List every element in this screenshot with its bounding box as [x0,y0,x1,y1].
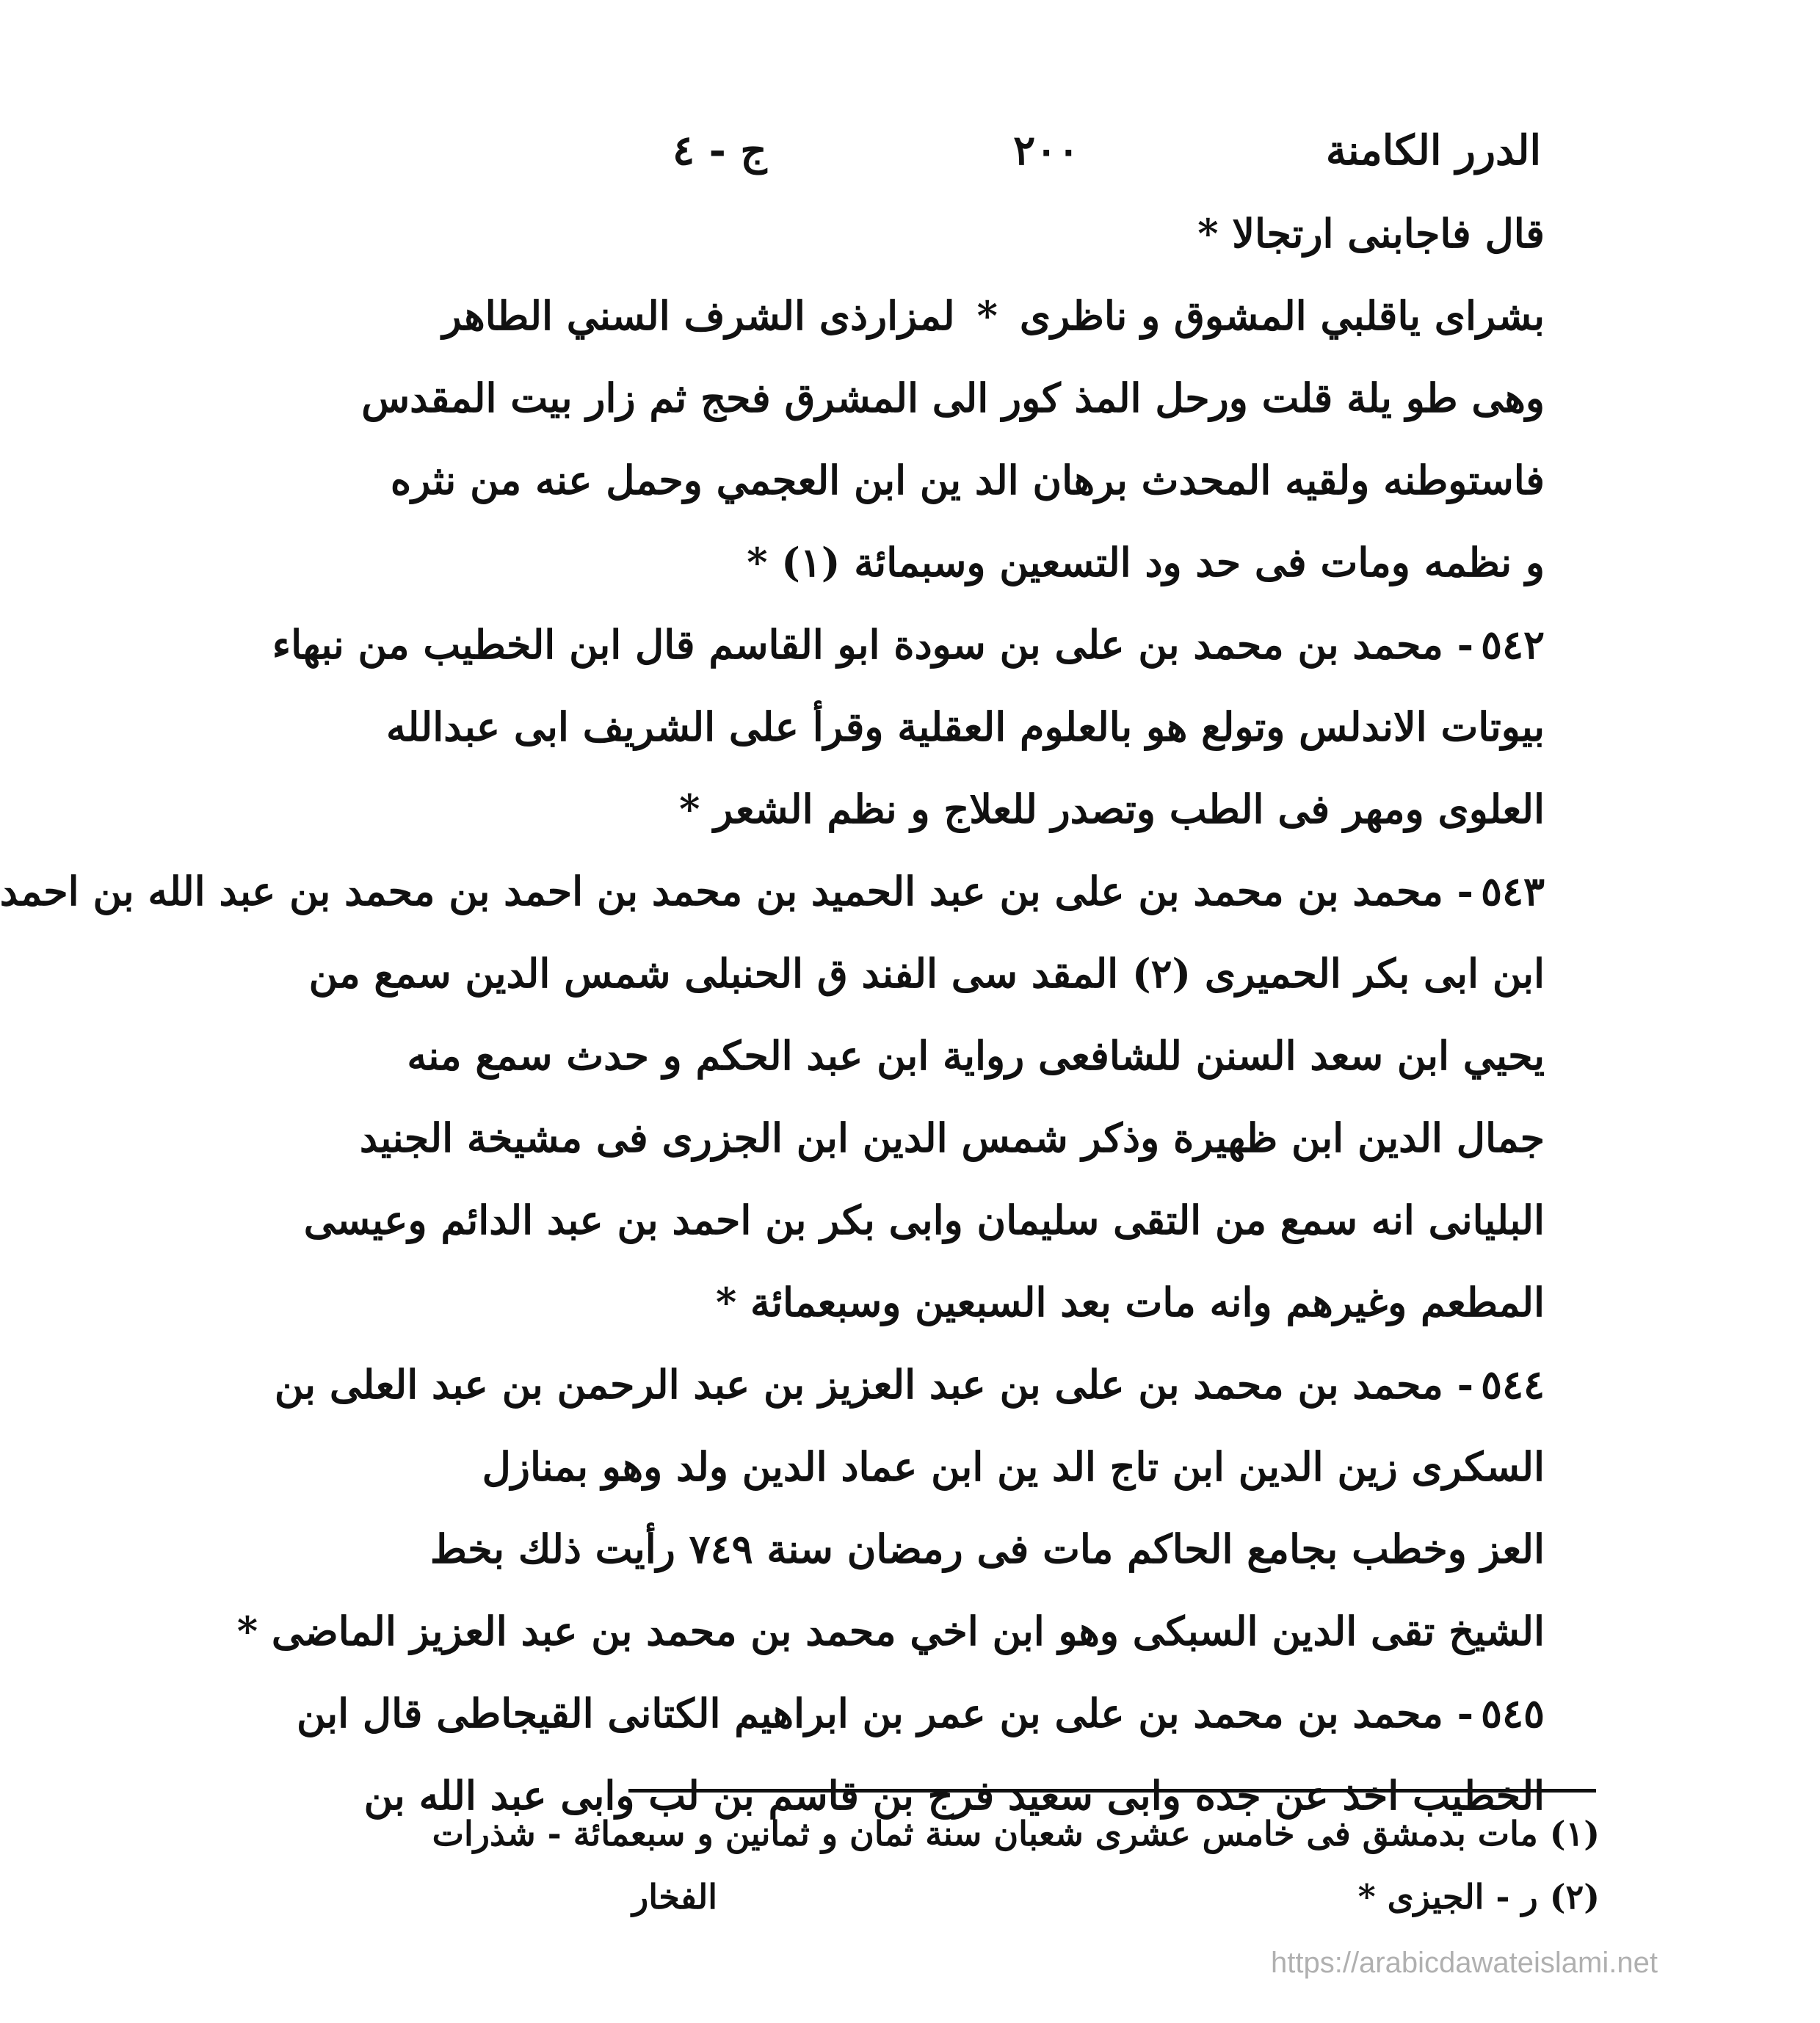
entry-543-line: جمال الدين ابن ظهيرة وذكر شمس الدين ابن الجزرى فى مشيخة الجنيد [359,1114,1545,1161]
entry-542-line: بيوتات الاندلس وتولع هو بالعلوم العقلية وقرأ على الشريف ابى عبدالله [385,703,1545,750]
entry-text: - محمد بن محمد بن على بن عبد الحميد بن محمد بن احمد بن محمد بن عبد الله بن احمد [0,868,1473,915]
footnote-row [632,1865,1600,1928]
intro-line: قال فاجابنى ارتجالا * [1197,210,1545,257]
page-header [672,117,1541,184]
verse-second-hemistich: لمزارذى الشرف السني الطاهر [442,292,955,339]
entry-text: - محمد بن محمد بن على بن عمر بن ابراهيم الكتانى القيجاطى قال ابن [296,1690,1473,1737]
footnotes [432,1802,1600,1928]
page-number: ٢٠٠ [1013,126,1080,175]
entry-543-line: البليانى انه سمع من التقى سليمان وابى بكر بن احمد بن عبد الدائم وعيسى [303,1196,1545,1243]
entry-542-line [272,603,1545,686]
entry-544-line [274,1343,1545,1425]
entry-543-line: يحيي ابن سعد السنن للشافعى رواية ابن عبد الحكم و حدث سمع منه [407,1032,1545,1079]
book-title: الدرر الكامنة [1325,126,1541,175]
entry-number: ٥٤٢ [1480,621,1545,668]
entry-545-line [296,1672,1545,1754]
text-line: فاستوطنه ولقيه المحدث برهان الد ين ابن العجمي وحمل عنه من نثره [390,457,1545,504]
entry-text: - محمد بن محمد بن على بن سودة ابو القاسم قال ابن الخطيب من نبهاء [272,621,1473,668]
entry-number: ٥٤٣ [1480,868,1545,915]
entry-543-line: ابن ابى بكر الحميرى (٢) المقد سى الفند ق الحنبلى شمس الدين سمع من [308,950,1545,997]
entry-544-line: السكرى زين الدين ابن تاج الد ين ابن عماد الدين ولد وهو بمنازل [482,1443,1545,1490]
footnote-divider [628,1789,1596,1793]
verse-first-hemistich: بشراى ياقلبي المشوق و ناظرى [1019,292,1545,339]
text-line: وهى طو يلة قلت ورحل المذ كور الى المشرق فحج ثم زار بيت المقدس [361,374,1545,421]
entry-542-line: العلوى ومهر فى الطب وتصدر للعلاج و نظم الشعر * [679,785,1545,832]
poem-verse [442,275,1545,357]
footnote-1: (١) مات بدمشق فى خامس عشرى شعبان سنة ثمان و ثمانين و سبعمائة - شذرات [432,1814,1600,1853]
footnote-1-tail: الفخار [632,1877,717,1917]
footnote-2: (٢) ر - الجيزى * [1357,1877,1600,1917]
entry-544-line: الشيخ تقى الدين السبكى وهو ابن اخي محمد بن محمد بن عبد العزيز الماضى * [236,1608,1545,1655]
entry-number: ٥٤٤ [1480,1361,1545,1408]
text-line: و نظمه ومات فى حد ود التسعين وسبمائة (١) * [747,539,1545,586]
verse-separator-star: * [976,292,998,339]
volume-number: ج - ٤ [672,126,767,175]
entry-number: ٥٤٥ [1480,1690,1545,1737]
entry-543-line: المطعم وغيرهم وانه مات بعد السبعين وسبعمائة * [715,1279,1545,1326]
entry-text: - محمد بن محمد بن على بن عبد العزيز بن عبد الرحمن بن عبد العلى بن [274,1361,1473,1408]
entry-543-line [0,850,1545,932]
watermark-url: https://arabicdawateislami.net [1271,1947,1658,1979]
entry-545-line: الخطيب اخذ عن جده وابى سعيد فرج بن قاسم بن لب وابى عبد الله بن [363,1772,1545,1819]
entry-544-line: العز وخطب بجامع الحاكم مات فى رمضان سنة ٧٤٩ رأيت ذلك بخط [429,1525,1545,1572]
